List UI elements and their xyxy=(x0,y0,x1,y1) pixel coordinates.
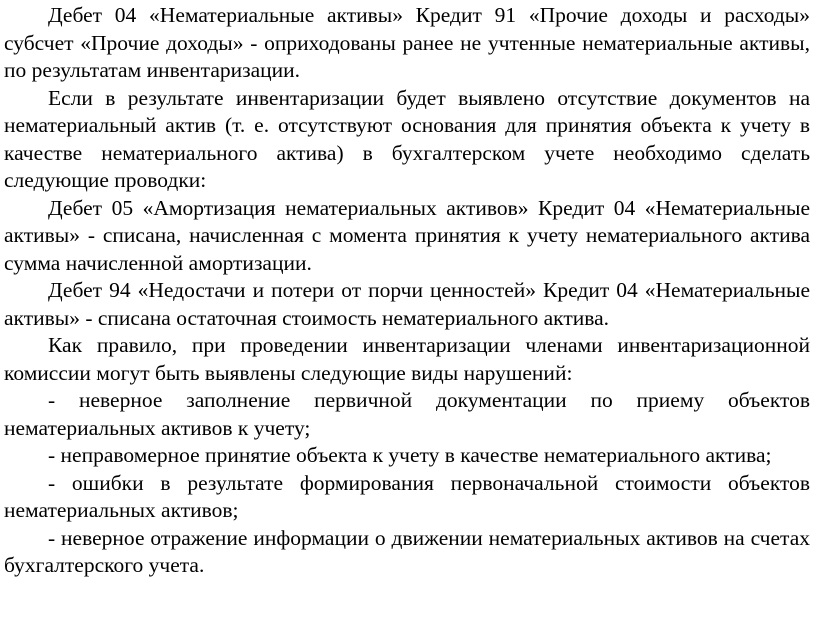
paragraph-accounting-entry-05-04: Дебет 05 «Амортизация нематериальных активов» Кредит 04 «Нематериальные активы» - списана, начисленная с момента принятия к учету нематериального актива сумма начисленной амортизации. xyxy=(4,195,810,275)
list-item-violation-4: - неверное отражение информации о движении нематериальных активов на счетах бухгалтерского учета. xyxy=(4,525,810,577)
paragraph-accounting-entry-94-04: Дебет 94 «Недостачи и потери от порчи ценностей» Кредит 04 «Нематериальные активы» - списана остаточная стоимость нематериального актива. xyxy=(4,278,810,330)
list-item-violation-2: - неправомерное принятие объекта к учету в качестве нематериального актива; xyxy=(48,443,772,467)
list-item-violation-1: - неверное заполнение первичной документации по приему объектов нематериальных активов к учету; xyxy=(4,388,810,440)
list-item-violation-3: - ошибки в результате формирования первоначальной стоимости объектов нематериальных активов; xyxy=(4,470,810,522)
paragraph-accounting-entry-04-91: Дебет 04 «Нематериальные активы» Кредит 91 «Прочие доходы и расходы» субсчет «Прочие доходы» - оприходованы ранее не учтенные нематериальные активы, по результатам инвентаризации. xyxy=(4,3,810,82)
paragraph-violations-intro: Как правило, при проведении инвентаризации членами инвентаризационной комиссии могут быть выявлены следующие виды нарушений: xyxy=(4,333,810,385)
paragraph-missing-documents: Если в результате инвентаризации будет выявлено отсутствие документов на нематериальный актив (т. е. отсутствуют основания для принятия объекта к учету в качестве нематериального актива) в бухгалтерском учете необходимо сделать следующие проводки: xyxy=(4,85,810,192)
